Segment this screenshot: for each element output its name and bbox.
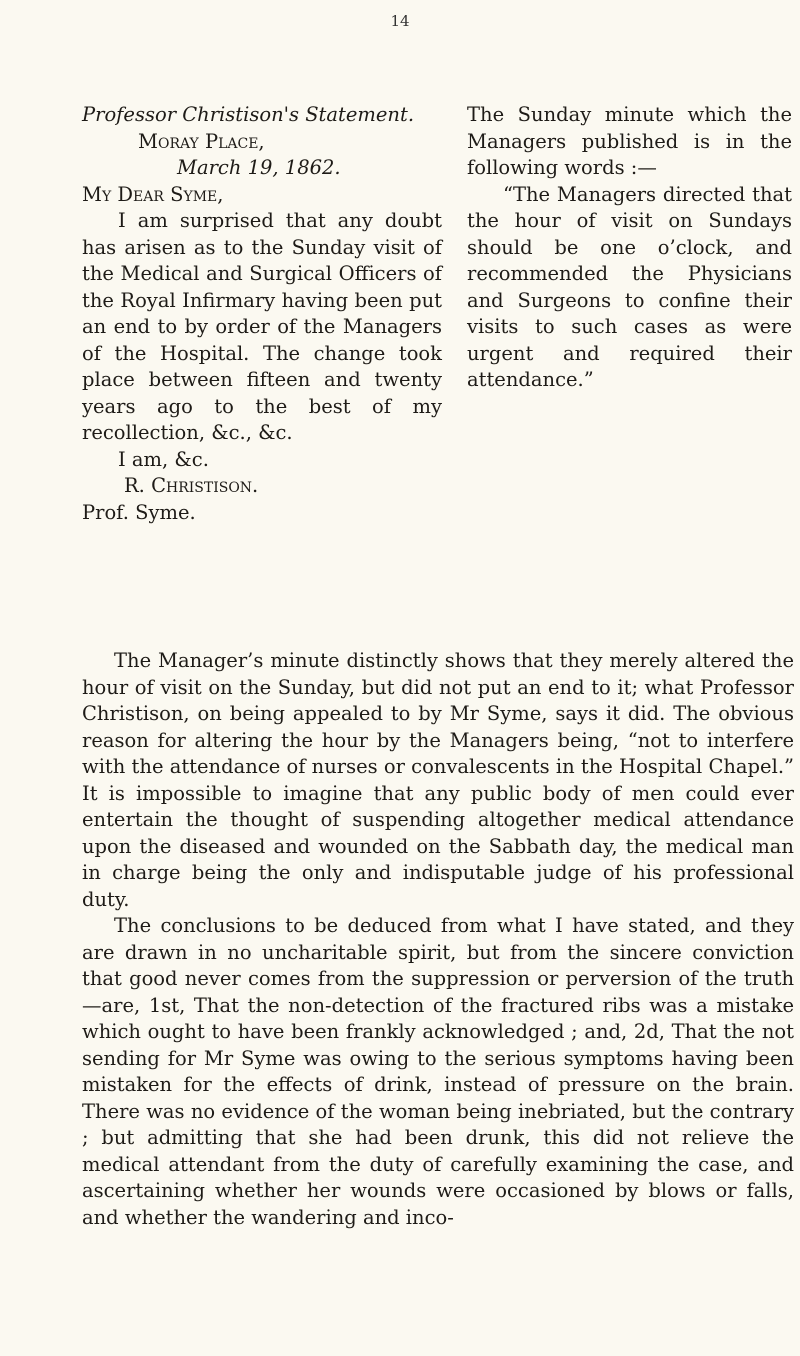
letter-heading: Professor Christison's Statement. bbox=[82, 103, 415, 126]
body-text bbox=[82, 648, 794, 1231]
minute-intro: The Sunday minute which the Managers published is in the following words :— bbox=[467, 103, 792, 179]
letter-salutation: My Dear Syme, bbox=[82, 182, 224, 206]
paragraph: The Manager’s minute distinctly shows that they merely altered the hour of visit on the Sunday, but did not put an end to it; what Professor Christison, on being appealed to by Mr Syme, says it did. The obvious reason for altering the hour by the Managers being, “not to interfere with the attendance of nurses or convalescents in the Hospital Chapel.” It is impossible to imagine that any public body of men could ever entertain the thought of suspending altogether medical attendance upon the diseased and wounded on the Sabbath day, the medical man in charge being the only and indisputable judge of his professional duty. bbox=[82, 649, 794, 911]
letter-place: Moray Place, bbox=[138, 129, 265, 153]
letter-closing: I am, &c. bbox=[118, 447, 209, 471]
minute-column bbox=[467, 102, 792, 394]
paragraph: The conclusions to be deduced from what I have stated, and they are drawn in no uncharitable spirit, but from the sincere conviction that good never comes from the suppression or perversion of the truth—are, 1st, That the non-detection of the fractured ribs was a mistake which ought to have been frankly acknowledged ; and, 2d, That the not sending for Mr Syme was owing to the serious symptoms having been mistaken for the effects of drink, instead of pressure on the brain. There was no evidence of the woman being inebriated, but the contrary ; but admitting that she had been drunk, this did not relieve the medical attendant from the duty of carefully examining the case, and ascertaining whether her wounds were occasioned by blows or falls, and whether the wandering and inco- bbox=[82, 914, 794, 1229]
letter-signature: R. Christison. bbox=[124, 474, 259, 497]
page-number: 14 bbox=[390, 12, 410, 30]
minute-quote: “The Managers directed that the hour of visit on Sundays should be one o’clock, and recommended the Physicians and Surgeons to confine their visits to such cases as were urgent and required their attendance.” bbox=[467, 182, 792, 391]
letter-date: March 19, 1862. bbox=[177, 156, 341, 179]
letter-body: I am surprised that any doubt has arisen as to the Sunday visit of the Medical and Surgical Officers of the Royal Infirmary having been put an end to by order of the Managers of the Hospital. The change took place between fifteen and twenty years ago to the best of my recollection, &c., &c. bbox=[82, 209, 442, 444]
letter-addressee: Prof. Syme. bbox=[82, 500, 196, 524]
letter-column bbox=[82, 102, 442, 526]
